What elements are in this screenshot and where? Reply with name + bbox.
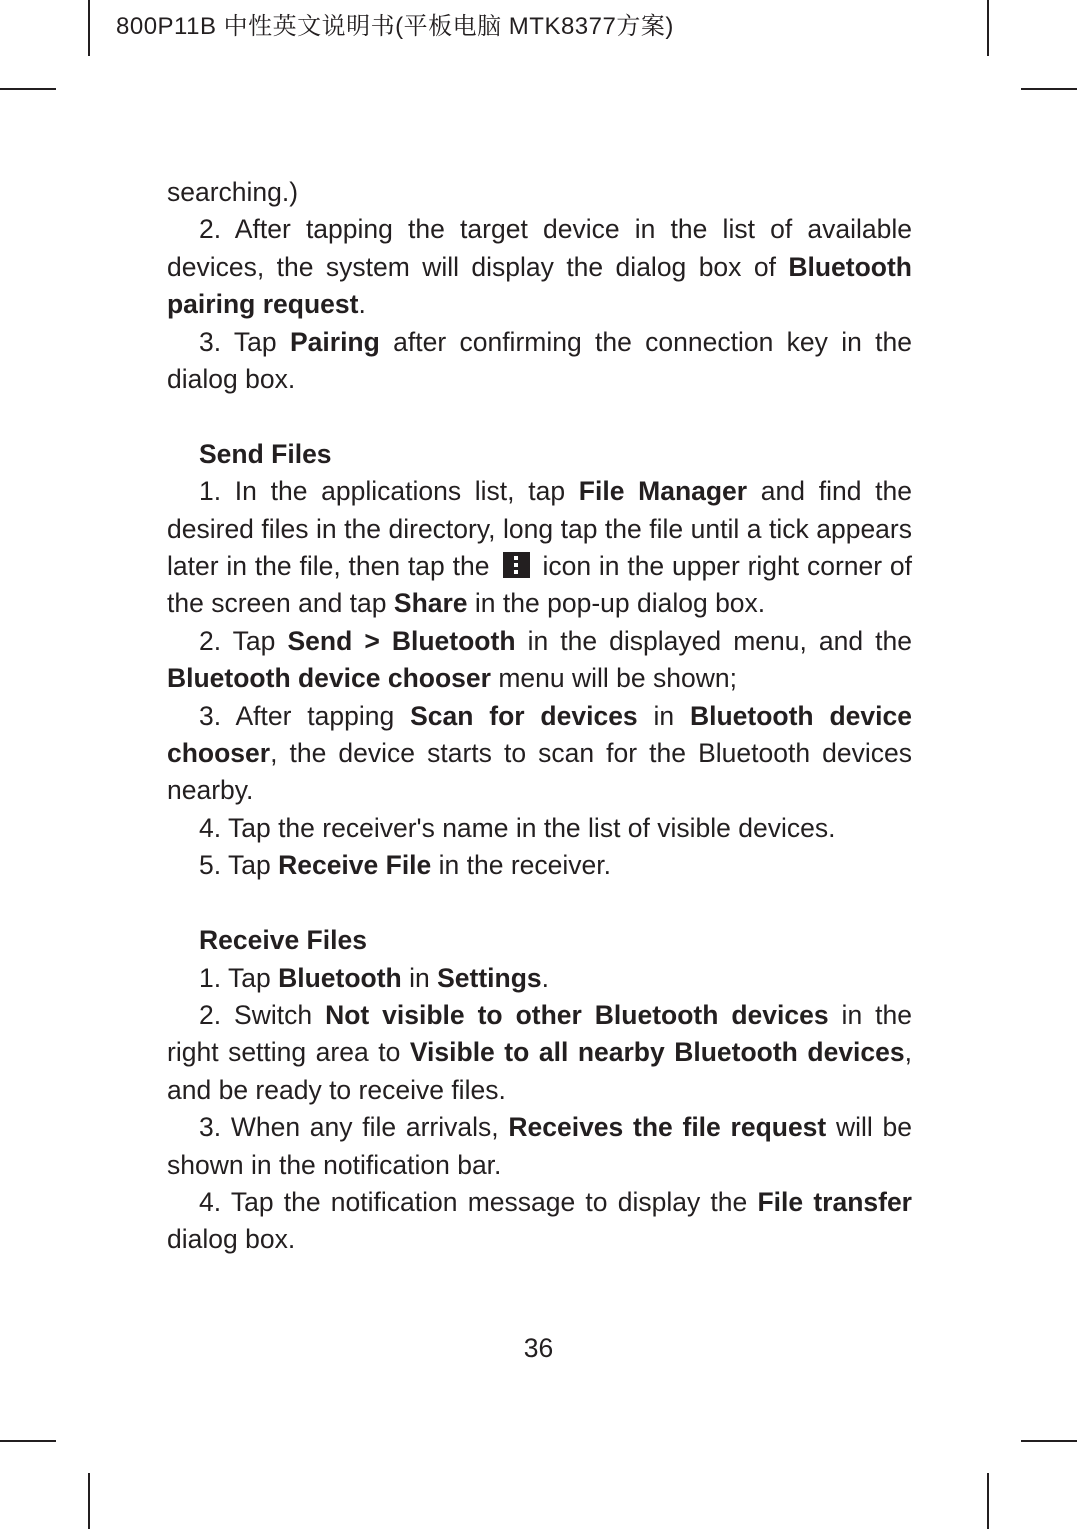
crop-mark xyxy=(1021,88,1077,90)
receive-step-1: 1. Tap Bluetooth in Settings. xyxy=(199,962,549,993)
crop-mark xyxy=(0,88,56,90)
send-step-1: 1. In the applications list, tap File Manager and find the desired files in the directory, long tap the file until a tick appears later in the file, then tap the icon in the upper right corner of the screen and tap Share in the pop-up dialog box. xyxy=(167,476,913,619)
send-step-5: 5. Tap Receive File in the receiver. xyxy=(199,850,611,881)
crop-mark xyxy=(1021,1440,1077,1442)
receive-step-3: 3. When any file arrivals, Receives the file request will be shown in the notification bar. xyxy=(167,1112,912,1180)
menu-overflow-icon xyxy=(503,552,530,578)
spacer xyxy=(167,885,912,922)
crop-mark xyxy=(987,1473,989,1529)
crop-mark xyxy=(0,1440,56,1442)
section-heading-receive-files: Receive Files xyxy=(199,925,367,956)
pairing-step-2: 2. After tapping the target device in the list of available devices, the system will display the dialog box of Bluetooth pairing request. xyxy=(167,214,912,320)
pairing-step-3: 3. Tap Pairing after confirming the connection key in the dialog box. xyxy=(167,326,912,395)
page-body xyxy=(167,174,912,1259)
section-heading-send-files: Send Files xyxy=(199,438,332,469)
document-header: 800P11B 中性英文说明书(平板电脑 MTK8377方案) xyxy=(116,13,674,40)
spacer xyxy=(167,398,912,435)
crop-mark xyxy=(88,0,90,56)
page-number: 36 xyxy=(523,1333,554,1363)
crop-mark xyxy=(88,1473,90,1529)
paragraph: searching.) xyxy=(167,177,299,207)
receive-step-4: 4. Tap the notification message to display the File transfer dialog box. xyxy=(167,1186,912,1255)
send-step-2: 2. Tap Send > Bluetooth in the displayed menu, and the Bluetooth device chooser menu will be shown; xyxy=(167,625,913,694)
receive-step-2: 2. Switch Not visible to other Bluetooth devices in the right setting area to Visible to all nearby Bluetooth devices, and be ready to receive files. xyxy=(167,999,913,1105)
send-step-3: 3. After tapping Scan for devices in Bluetooth device chooser, the device starts to scan for the Bluetooth devices nearby. xyxy=(167,700,912,806)
send-step-4: 4. Tap the receiver's name in the list of visible devices. xyxy=(199,812,836,843)
crop-mark xyxy=(987,0,989,56)
